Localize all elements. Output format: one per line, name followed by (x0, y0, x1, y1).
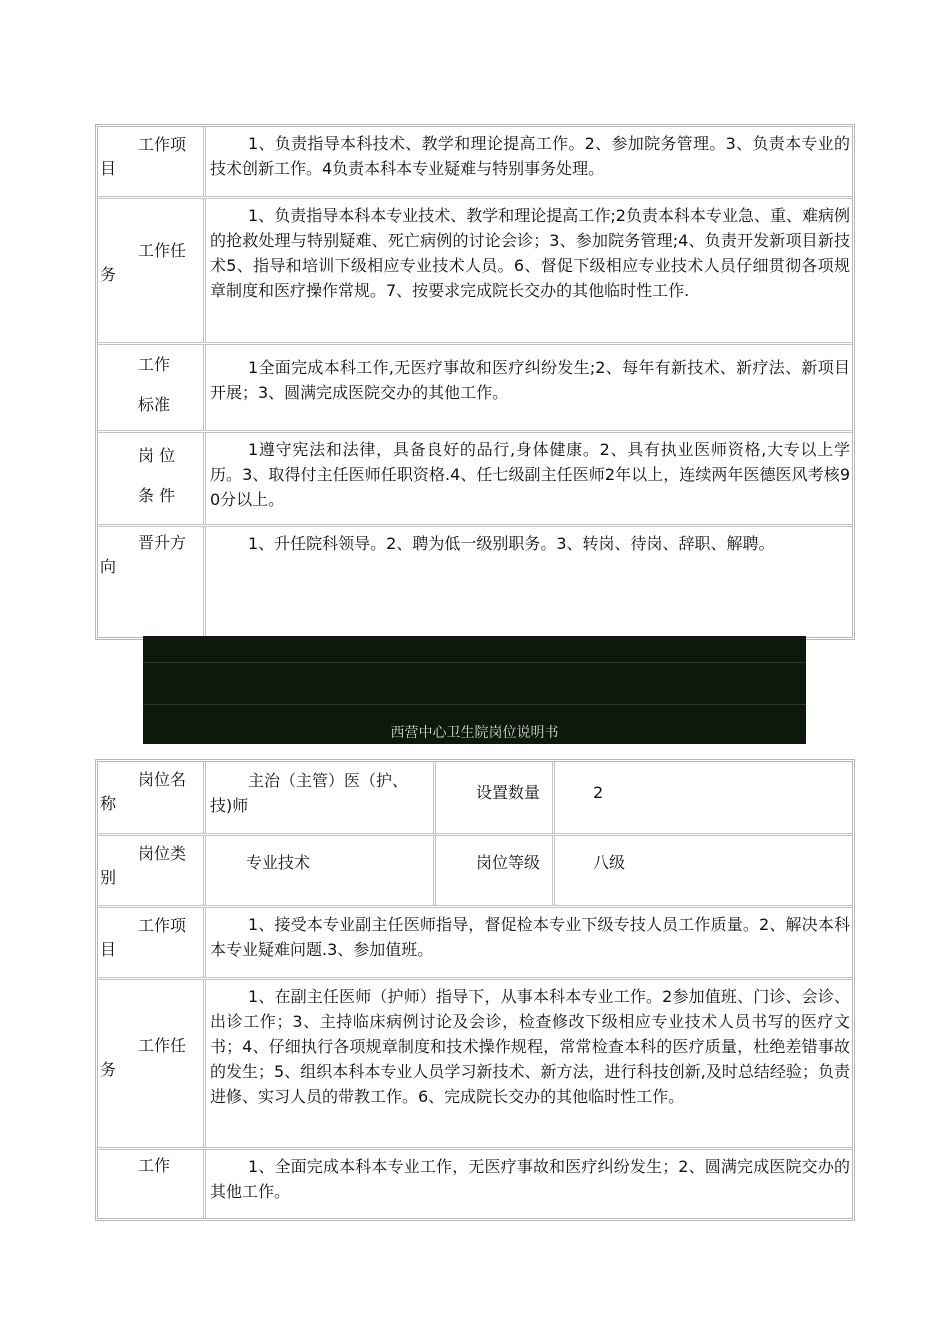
table-row (98, 1150, 852, 1218)
quantity-value (557, 762, 852, 833)
label-text: 工作项目 (100, 135, 187, 178)
post-name-label (98, 762, 206, 833)
row-label (98, 433, 206, 524)
label-text: 工作任务 (100, 1036, 187, 1079)
row-label (98, 908, 206, 977)
table-row (98, 527, 852, 637)
table-row (98, 762, 852, 836)
grade-label (438, 836, 555, 905)
row-label (98, 1150, 206, 1218)
row-label (98, 345, 206, 430)
table-row (98, 836, 852, 908)
label-line-1: 岗 位 (138, 446, 176, 465)
quantity-label (438, 762, 555, 833)
row-value: 1、全面完成本科本专业工作，无医疗事故和医疗纠纷发生；2、圆满完成医院交办的其他工作。 (210, 1157, 850, 1201)
table-row (98, 908, 852, 980)
post-name-text: 主治（主管）医（护、技)师 (210, 771, 409, 815)
row-label (98, 527, 206, 637)
job-description-table-1 (95, 124, 855, 640)
job-description-table-2 (95, 759, 855, 1221)
table-row (98, 980, 852, 1150)
row-value: 1、升任院科领导。2、聘为低一级别职务。3、转岗、待岗、辞职、解聘。 (248, 534, 775, 553)
quantity-value-text: 2 (593, 783, 604, 802)
label-line-1: 工作 (138, 355, 171, 374)
row-value: 1全面完成本科工作,无医疗事故和医疗纠纷发生;2、每年有新技术、新疗法、新项目开展；3、圆满完成医院交办的其他工作。 (210, 358, 850, 402)
banner-divider (143, 704, 806, 705)
table-row (98, 127, 852, 199)
row-label (98, 199, 206, 342)
row-label (98, 980, 206, 1147)
label-text: 工作 (138, 1156, 171, 1175)
table-row (98, 199, 852, 345)
category-value (208, 836, 436, 905)
table-row (98, 433, 852, 527)
category-value-text: 专业技术 (246, 853, 311, 872)
post-name-value (208, 762, 436, 833)
label-text: 晋升方向 (100, 533, 187, 576)
grade-label-text: 岗位等级 (476, 853, 541, 872)
row-value: 1、在副主任医师（护师）指导下，从事本科本专业工作。2参加值班、门诊、会诊、出诊工作；3、主持临床病例讨论及会诊，检查修改下级相应专业技术人员书写的医疗文书；4、仔细执行各项规章制度和技术操作规程，常常检查本科的医疗质量，杜绝差错事故的发生；5、组织本科本专业人员学习新技术、新方法，进行科技创新,及时总结经验；负责进修、实习人员的带教工作。6、完成院长交办的其他临时性工作。 (210, 987, 850, 1106)
grade-value (557, 836, 852, 905)
document-title-banner (143, 636, 806, 744)
banner-title: 西营中心卫生院岗位说明书 (390, 725, 559, 741)
label-line-2: 标准 (138, 395, 171, 414)
banner-divider (143, 662, 806, 663)
row-value: 1、负责指导本科本专业技术、教学和理论提高工作;2负责本科本专业急、重、难病例的抢救处理与特别疑难、死亡病例的讨论会诊；3、参加院务管理;4、负责开发新项目新技术5、指导和培训下级相应专业技术人员。6、督促下级相应专业技术人员仔细贯彻各项规章制度和医疗操作常规。7、按要求完成院长交办的其他临时性工作. (210, 206, 850, 300)
label-text: 岗位名称 (100, 770, 187, 813)
quantity-label-text: 设置数量 (476, 783, 541, 802)
label-line-2: 条 件 (138, 486, 176, 505)
label-text: 工作任务 (100, 241, 187, 284)
grade-value-text: 八级 (593, 853, 626, 872)
row-value: 1遵守宪法和法律，具备良好的品行,身体健康。2、具有执业医师资格,大专以上学历。3、取得付主任医师任职资格.4、任七级副主任医师2年以上，连续两年医德医风考核90分以上。 (210, 440, 850, 509)
label-text: 岗位类别 (100, 844, 187, 887)
row-value: 1、接受本专业副主任医师指导，督促检本专业下级专技人员工作质量。2、解决本科本专业疑难问题.3、参加值班。 (210, 915, 850, 959)
row-label (98, 127, 206, 196)
label-text: 工作项目 (100, 916, 187, 959)
row-value: 1、负责指导本科技术、教学和理论提高工作。2、参加院务管理。3、负责本专业的技术创新工作。4负责本科本专业疑难与特别事务处理。 (210, 134, 850, 178)
category-label (98, 836, 206, 905)
table-row (98, 345, 852, 433)
